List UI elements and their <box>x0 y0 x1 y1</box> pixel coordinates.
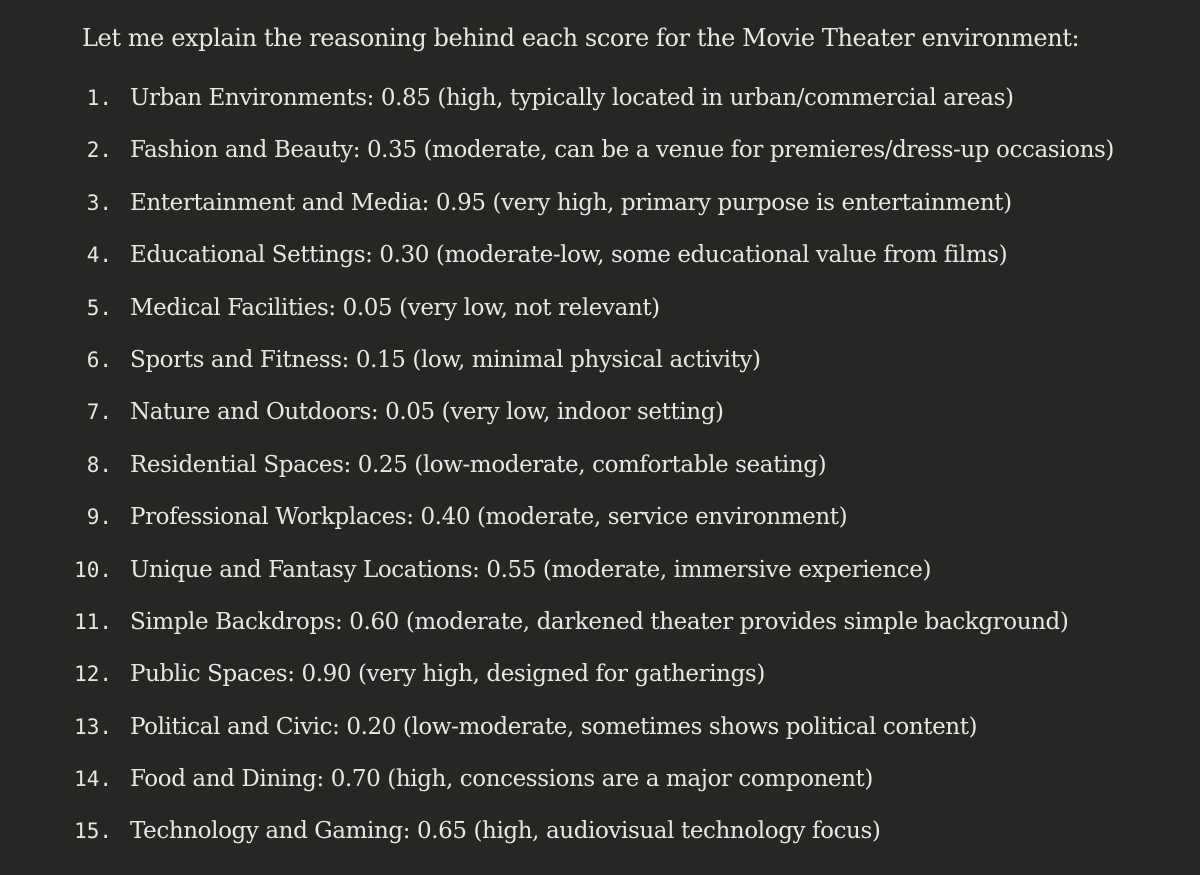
list-item-number: 7. <box>86 400 112 425</box>
list-item-text: Medical Facilities: 0.05 (very low, not relevant) <box>130 294 660 321</box>
list-item-text: Fashion and Beauty: 0.35 (moderate, can be a venue for premieres/dress-up occasions) <box>130 137 1114 164</box>
list-item-number: 10. <box>74 557 112 582</box>
list-item-text: Sports and Fitness: 0.15 (low, minimal physical activity) <box>130 346 761 373</box>
list-item-text: Residential Spaces: 0.25 (low-moderate, comfortable seating) <box>130 451 827 478</box>
list-item-text: Food and Dining: 0.70 (high, concessions are a major component) <box>130 766 873 793</box>
list-item-number: 1. <box>86 86 112 110</box>
list-item-text: Political and Civic: 0.20 (low-moderate, sometimes shows political content) <box>130 713 978 740</box>
list-item-text: Unique and Fantasy Locations: 0.55 (moderate, immersive experience) <box>130 556 932 583</box>
list-item-number: 8. <box>86 452 112 477</box>
list-item-text: Entertainment and Media: 0.95 (very high, primary purpose is entertainment) <box>130 189 1012 216</box>
list-item-number: 3. <box>86 190 112 215</box>
list-item-number: 13. <box>74 714 112 739</box>
list-item-number: 5. <box>86 295 112 320</box>
list-item-text: Nature and Outdoors: 0.05 (very low, indoor setting) <box>130 399 724 426</box>
list-item-number: 9. <box>86 505 112 530</box>
list-item-number: 6. <box>86 347 112 372</box>
list-item-number: 2. <box>86 138 112 163</box>
list-item-number: 14. <box>74 767 112 792</box>
intro-text: Let me explain the reasoning behind each score for the Movie Theater environment: <box>82 24 1080 52</box>
list-item-text: Simple Backdrops: 0.60 (moderate, darkened theater provides simple background) <box>130 608 1069 635</box>
list-item-text: Technology and Gaming: 0.65 (high, audiovisual technology focus) <box>130 818 881 845</box>
list-item-text: Educational Settings: 0.30 (moderate-low, some educational value from films) <box>130 242 1008 269</box>
list-item-text: Public Spaces: 0.90 (very high, designed for gatherings) <box>130 661 765 688</box>
list-item-text: Urban Environments: 0.85 (high, typically located in urban/commercial areas) <box>130 85 1014 111</box>
list-item-number: 15. <box>74 819 112 844</box>
list-item-number: 4. <box>86 243 112 268</box>
assistant-message <box>74 21 1182 845</box>
list-item-text: Professional Workplaces: 0.40 (moderate, service environment) <box>130 504 848 531</box>
list-item-number: 12. <box>74 662 112 687</box>
list-item-number: 11. <box>74 609 112 634</box>
